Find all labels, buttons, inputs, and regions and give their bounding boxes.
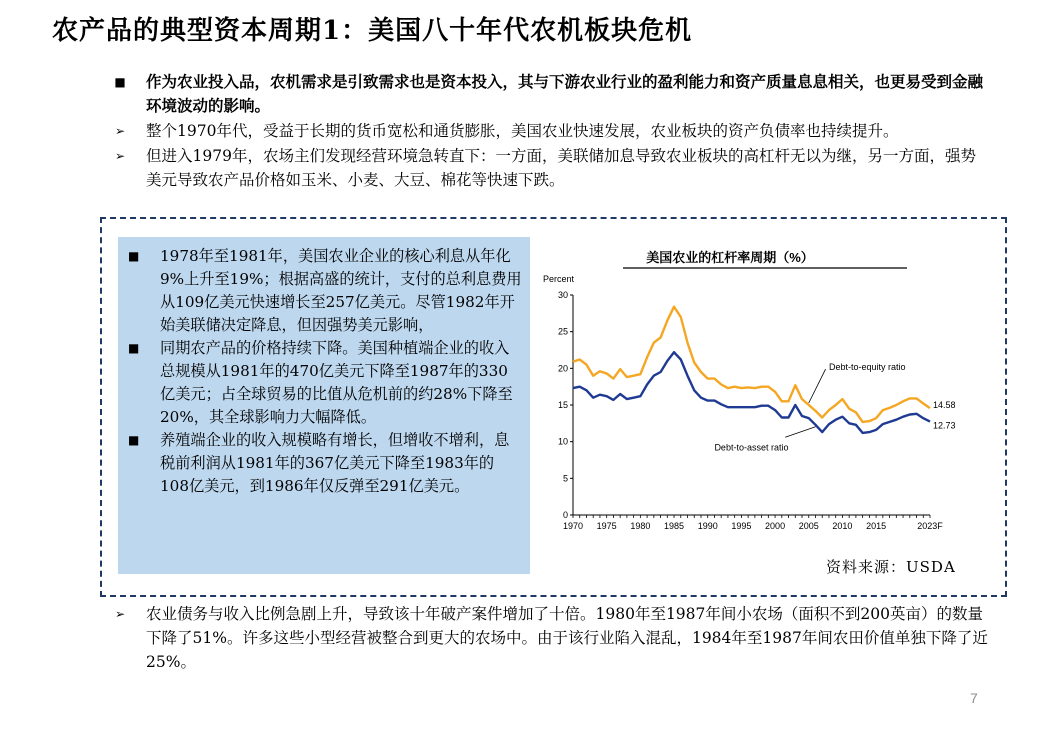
- square-bullet-icon: ■: [128, 249, 140, 263]
- end-value-label: 12.73: [933, 420, 956, 431]
- bullet-item: [110, 144, 990, 192]
- x-tick-label: 2000: [765, 521, 786, 531]
- series-label-debt-to-equity: Debt-to-equity ratio: [828, 361, 906, 372]
- bullet-text: 作为农业投入品，农机需求是引致需求也是资本投入，其与下游农业行业的盈利能力和资产质量息息相关，也更易受到金融环境波动的影响。: [146, 72, 984, 115]
- y-tick-label: 30: [557, 290, 568, 300]
- box-bullet-item: [128, 245, 522, 337]
- arrow-bullet-icon: ➢: [114, 124, 126, 138]
- bullet-text: 但进入1979年，农场主们发现经营环境急转直下：一方面，美联储加息导致农业板块的高杠杆无以为继，另一方面，强势美元导致农产品价格如玉米、小麦、大豆、棉花等快速下跌。: [146, 147, 976, 189]
- bullet-item: [110, 119, 990, 143]
- arrow-bullet-icon: ➢: [114, 149, 126, 163]
- box-bullet-text: 同期农产品的价格持续下降。美国种植端企业的收入总规模从1981年的470亿美元下降至1987年的330亿美元；占全球贸易的比值从危机前的约28%下降至20%，其全球影响力大幅降低。: [160, 339, 513, 426]
- leverage-chart: [540, 240, 956, 540]
- highlight-box: [118, 237, 530, 574]
- x-tick-label: 2015: [866, 521, 887, 531]
- y-tick-label: 15: [557, 400, 568, 410]
- bullet-item: [110, 602, 990, 674]
- leader-line: [809, 369, 826, 403]
- x-tick-label: 1985: [664, 521, 685, 531]
- chart-svg: [540, 240, 956, 540]
- page-title: 农产品的典型资本周期1：美国八十年代农机板块危机: [52, 16, 693, 46]
- bullet-item: [110, 70, 990, 118]
- page-number: 7: [970, 690, 978, 706]
- intro-bullets: [110, 70, 990, 193]
- series-label-debt-to-asset: Debt-to-asset ratio: [714, 442, 789, 453]
- y-tick-label: 5: [562, 473, 568, 484]
- y-tick-label: 20: [557, 363, 568, 374]
- box-bullet-item: [128, 337, 522, 429]
- box-bullet-text: 养殖端企业的收入规模略有增长，但增收不增利，息税前利润从1981年的367亿美元下降至1983年的108亿美元，到1986年仅反弹至291亿美元。: [160, 431, 510, 495]
- x-tick-label: 1995: [731, 521, 752, 531]
- y-tick-label: 0: [562, 510, 568, 520]
- arrow-bullet-icon: ➢: [114, 607, 126, 621]
- box-bullet-item: [128, 429, 522, 498]
- square-bullet-icon: ■: [114, 75, 126, 89]
- bullet-text: 整个1970年代，受益于长期的货币宽松和通货膨胀，美国农业快速发展，农业板块的资产负债率也持续提升。: [146, 122, 899, 140]
- square-bullet-icon: ■: [128, 433, 140, 447]
- x-tick-label: 1990: [697, 521, 718, 531]
- y-axis-label: Percent: [543, 274, 575, 284]
- bullet-text: 农业债务与收入比例急剧上升，导致该十年破产案件增加了十倍。1980年至1987年间小农场（面积不到200英亩）的数量下降了51%。许多这些小型经营被整合到更大的农场中。由于该行业陷入混乱，1984年至1987年间农田价值单独下降了近25%。: [146, 605, 988, 671]
- y-tick-label: 10: [557, 436, 568, 447]
- chart-title: 美国农业的杠杆率周期（%）: [646, 250, 814, 265]
- source-note: 资料来源：USDA: [826, 558, 956, 576]
- box-bullet-text: 1978年至1981年，美国农业企业的核心利息从年化9%上升至19%；根据高盛的统计，支付的总利息费用从109亿美元快速增长至257亿美元。尽管1982年开始美联储决定降息，但因强势美元影响，: [160, 247, 522, 334]
- leader-line: [785, 427, 815, 437]
- x-tick-label: 2010: [832, 521, 853, 531]
- x-tick-label: 2023F: [917, 521, 943, 531]
- end-value-label: 14.58: [933, 400, 956, 411]
- x-tick-label: 2005: [798, 521, 819, 531]
- bottom-bullets: [110, 602, 990, 675]
- x-tick-label: 1980: [630, 521, 651, 531]
- x-tick-label: 1970: [562, 521, 584, 531]
- x-tick-label: 1975: [596, 521, 617, 531]
- y-tick-label: 25: [557, 326, 568, 337]
- square-bullet-icon: ■: [128, 341, 140, 355]
